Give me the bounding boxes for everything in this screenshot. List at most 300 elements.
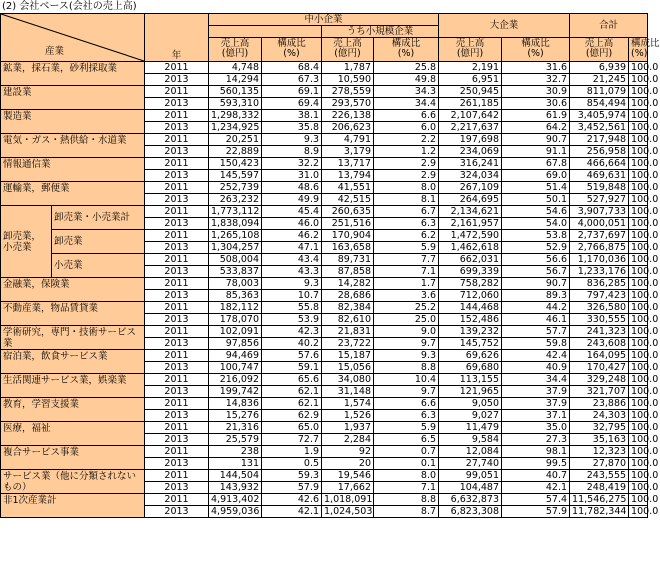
ratio-value-cell: 56.7 bbox=[502, 266, 570, 278]
ratio-value-cell: 56.6 bbox=[502, 254, 570, 266]
sales-value-cell: 2,284 bbox=[322, 434, 374, 446]
industry-label: 情報通信業 bbox=[1, 158, 145, 182]
ratio-value-cell: 100.0 bbox=[629, 266, 648, 278]
table-row bbox=[1, 494, 648, 506]
ratio-value-cell: 2.9 bbox=[374, 158, 439, 170]
sales-value-cell: 316,241 bbox=[439, 158, 502, 170]
ratio-value-cell: 100.0 bbox=[629, 494, 648, 506]
ratio-value-cell: 5.9 bbox=[374, 242, 439, 254]
sales-value-cell: 199,742 bbox=[209, 386, 262, 398]
table-row bbox=[1, 398, 648, 410]
ratio-value-cell: 32.2 bbox=[262, 158, 322, 170]
ratio-value-cell: 100.0 bbox=[629, 254, 648, 266]
ratio-value-cell: 37.1 bbox=[502, 410, 570, 422]
sales-value-cell: 508,004 bbox=[209, 254, 262, 266]
sales-value-cell: 22,889 bbox=[209, 146, 262, 158]
sales-value-cell: 2,737,697 bbox=[570, 230, 629, 242]
ratio-value-cell: 40.7 bbox=[502, 470, 570, 482]
industry-header-label: 産業 bbox=[45, 46, 65, 57]
ratio-value-cell: 57.6 bbox=[262, 350, 322, 362]
ratio-value-cell: 8.8 bbox=[374, 494, 439, 506]
year-cell: 2013 bbox=[145, 266, 209, 278]
sales-value-cell: 3,907,733 bbox=[570, 206, 629, 218]
sales-header-top: 売上高 bbox=[220, 38, 250, 49]
sales-value-cell: 321,707 bbox=[570, 386, 629, 398]
ratio-value-cell: 9.3 bbox=[374, 350, 439, 362]
ratio-value-cell: 43.3 bbox=[262, 266, 322, 278]
sales-value-cell: 27,870 bbox=[570, 458, 629, 470]
table-row bbox=[1, 110, 648, 122]
ratio-value-cell: 72.7 bbox=[262, 434, 322, 446]
ratio-value-cell: 100.0 bbox=[629, 218, 648, 230]
ratio-value-cell: 8.0 bbox=[374, 182, 439, 194]
sales-value-cell: 533,837 bbox=[209, 266, 262, 278]
sales-value-cell: 69,626 bbox=[439, 350, 502, 362]
ratio-value-cell: 100.0 bbox=[629, 206, 648, 218]
year-cell: 2013 bbox=[145, 434, 209, 446]
ratio-value-cell: 100.0 bbox=[629, 314, 648, 326]
ratio-value-cell: 100.0 bbox=[629, 350, 648, 362]
year-cell: 2013 bbox=[145, 74, 209, 86]
ratio-value-cell: 100.0 bbox=[629, 98, 648, 110]
table-row bbox=[1, 278, 648, 290]
sales-value-cell: 330,555 bbox=[570, 314, 629, 326]
ratio-value-cell: 89.3 bbox=[502, 290, 570, 302]
sales-value-cell: 324,034 bbox=[439, 170, 502, 182]
ratio-value-cell: 2.2 bbox=[374, 134, 439, 146]
table-caption: (2) 会社ベース(会社の売上高) bbox=[2, 1, 137, 12]
ratio-value-cell: 100.0 bbox=[629, 278, 648, 290]
sales-value-cell: 89,731 bbox=[322, 254, 374, 266]
sales-value-cell: 143,932 bbox=[209, 482, 262, 494]
sales-value-cell: 243,555 bbox=[570, 470, 629, 482]
ratio-value-cell: 5.9 bbox=[374, 422, 439, 434]
ratio-value-cell: 30.6 bbox=[502, 98, 570, 110]
ratio-value-cell: 31.6 bbox=[502, 62, 570, 74]
sales-header-unit: (億円) bbox=[334, 48, 361, 59]
table-row bbox=[1, 254, 648, 266]
ratio-value-cell: 100.0 bbox=[629, 374, 648, 386]
year-cell: 2013 bbox=[145, 290, 209, 302]
group-header-small: うち小規模企業 bbox=[322, 26, 439, 38]
ratio-value-cell: 45.4 bbox=[262, 206, 322, 218]
sales-value-cell: 87,858 bbox=[322, 266, 374, 278]
year-cell: 2011 bbox=[145, 302, 209, 314]
ratio-value-cell: 50.1 bbox=[502, 194, 570, 206]
ratio-value-cell: 38.1 bbox=[262, 110, 322, 122]
ratio-value-cell: 69.4 bbox=[262, 98, 322, 110]
sales-value-cell: 836,285 bbox=[570, 278, 629, 290]
sales-value-cell: 1,298,332 bbox=[209, 110, 262, 122]
ratio-value-cell: 91.1 bbox=[502, 146, 570, 158]
ratio-value-cell: 61.9 bbox=[502, 110, 570, 122]
year-cell: 2011 bbox=[145, 422, 209, 434]
ratio-value-cell: 54.0 bbox=[502, 218, 570, 230]
ratio-header-top: 構成比 bbox=[391, 38, 421, 49]
ratio-value-cell: 27.3 bbox=[502, 434, 570, 446]
sales-value-cell: 466,664 bbox=[570, 158, 629, 170]
ratio-value-cell: 46.0 bbox=[262, 218, 322, 230]
sales-header bbox=[209, 38, 262, 62]
year-cell: 2011 bbox=[145, 326, 209, 338]
table-row bbox=[1, 326, 648, 338]
sales-value-cell: 104,487 bbox=[439, 482, 502, 494]
sub-industry-label: 卸売業 bbox=[52, 230, 145, 254]
table-row bbox=[1, 182, 648, 194]
ratio-value-cell: 59.3 bbox=[262, 470, 322, 482]
sales-value-cell: 20,251 bbox=[209, 134, 262, 146]
ratio-value-cell: 55.8 bbox=[262, 302, 322, 314]
sales-value-cell: 1,233,176 bbox=[570, 266, 629, 278]
sales-value-cell: 758,282 bbox=[439, 278, 502, 290]
ratio-value-cell: 1.7 bbox=[374, 278, 439, 290]
year-cell: 2011 bbox=[145, 254, 209, 266]
year-cell: 2011 bbox=[145, 158, 209, 170]
sales-value-cell: 1,304,257 bbox=[209, 242, 262, 254]
ratio-value-cell: 62.9 bbox=[262, 410, 322, 422]
ratio-header bbox=[629, 38, 660, 62]
ratio-value-cell: 69.0 bbox=[502, 170, 570, 182]
ratio-value-cell: 65.6 bbox=[262, 374, 322, 386]
ratio-value-cell: 98.1 bbox=[502, 446, 570, 458]
ratio-value-cell: 100.0 bbox=[629, 110, 648, 122]
ratio-value-cell: 100.0 bbox=[629, 506, 648, 518]
ratio-value-cell: 8.7 bbox=[374, 506, 439, 518]
sales-value-cell: 14,294 bbox=[209, 74, 262, 86]
ratio-value-cell: 100.0 bbox=[629, 482, 648, 494]
ratio-value-cell: 67.3 bbox=[262, 74, 322, 86]
sales-value-cell: 256,958 bbox=[570, 146, 629, 158]
sales-value-cell: 164,095 bbox=[570, 350, 629, 362]
sales-value-cell: 13,794 bbox=[322, 170, 374, 182]
ratio-value-cell: 47.1 bbox=[262, 242, 322, 254]
industry-label: 不動産業，物品賃貸業 bbox=[1, 302, 145, 326]
year-cell: 2013 bbox=[145, 122, 209, 134]
sales-value-cell: 170,427 bbox=[570, 362, 629, 374]
sales-value-cell: 854,494 bbox=[570, 98, 629, 110]
industry-label: 複合サービス事業 bbox=[1, 446, 145, 470]
sales-value-cell: 206,623 bbox=[322, 122, 374, 134]
ratio-value-cell: 8.1 bbox=[374, 194, 439, 206]
ratio-value-cell: 6.2 bbox=[374, 230, 439, 242]
group-header-sme: 中小企業 bbox=[209, 14, 439, 26]
ratio-value-cell: 40.9 bbox=[502, 362, 570, 374]
sales-value-cell: 2,191 bbox=[439, 62, 502, 74]
ratio-value-cell: 9.7 bbox=[374, 386, 439, 398]
ratio-value-cell: 42.1 bbox=[502, 482, 570, 494]
ratio-value-cell: 25.2 bbox=[374, 302, 439, 314]
ratio-value-cell: 64.2 bbox=[502, 122, 570, 134]
year-cell: 2013 bbox=[145, 146, 209, 158]
ratio-value-cell: 9.3 bbox=[262, 278, 322, 290]
industry-label: 鉱業，採石業，砂利採取業 bbox=[1, 62, 145, 86]
ratio-value-cell: 0.5 bbox=[262, 458, 322, 470]
sales-value-cell: 28,686 bbox=[322, 290, 374, 302]
sales-value-cell: 4,748 bbox=[209, 62, 262, 74]
sales-header-top: 売上高 bbox=[333, 38, 362, 49]
sales-value-cell: 4,791 bbox=[322, 134, 374, 146]
ratio-value-cell: 43.4 bbox=[262, 254, 322, 266]
ratio-value-cell: 34.3 bbox=[374, 86, 439, 98]
sales-value-cell: 4,000,051 bbox=[570, 218, 629, 230]
sub-industry-label: 卸売業・小売業計 bbox=[52, 206, 145, 230]
ratio-value-cell: 6.3 bbox=[374, 218, 439, 230]
ratio-value-cell: 100.0 bbox=[629, 146, 648, 158]
year-cell: 2013 bbox=[145, 458, 209, 470]
year-cell: 2011 bbox=[145, 374, 209, 386]
ratio-value-cell: 6.0 bbox=[374, 122, 439, 134]
year-cell: 2013 bbox=[145, 314, 209, 326]
sales-value-cell: 699,339 bbox=[439, 266, 502, 278]
industry-label: 教育，学習支援業 bbox=[1, 398, 145, 422]
year-cell: 2013 bbox=[145, 170, 209, 182]
industry-label: 製造業 bbox=[1, 110, 145, 134]
ratio-value-cell: 48.6 bbox=[262, 182, 322, 194]
sales-value-cell: 15,276 bbox=[209, 410, 262, 422]
ratio-value-cell: 42.4 bbox=[502, 350, 570, 362]
sales-header-top: 売上高 bbox=[455, 38, 485, 49]
ratio-value-cell: 57.7 bbox=[502, 326, 570, 338]
sales-value-cell: 145,752 bbox=[439, 338, 502, 350]
ratio-value-cell: 42.1 bbox=[262, 506, 322, 518]
ratio-value-cell: 100.0 bbox=[629, 242, 648, 254]
sales-value-cell: 811,079 bbox=[570, 86, 629, 98]
header-diagonal-line bbox=[1, 14, 144, 61]
sales-value-cell: 519,848 bbox=[570, 182, 629, 194]
sales-value-cell: 100,747 bbox=[209, 362, 262, 374]
sales-value-cell: 234,069 bbox=[439, 146, 502, 158]
sales-value-cell: 217,948 bbox=[570, 134, 629, 146]
sales-value-cell: 27,740 bbox=[439, 458, 502, 470]
sales-value-cell: 21,245 bbox=[570, 74, 629, 86]
sales-value-cell: 263,232 bbox=[209, 194, 262, 206]
ratio-value-cell: 25.0 bbox=[374, 314, 439, 326]
year-cell: 2013 bbox=[145, 338, 209, 350]
sales-value-cell: 2,217,637 bbox=[439, 122, 502, 134]
ratio-value-cell: 100.0 bbox=[629, 410, 648, 422]
year-cell: 2011 bbox=[145, 62, 209, 74]
ratio-value-cell: 69.1 bbox=[262, 86, 322, 98]
table-row bbox=[1, 62, 648, 74]
sales-value-cell: 14,836 bbox=[209, 398, 262, 410]
industry-label: 電気・ガス・熱供給・水道業 bbox=[1, 134, 145, 158]
ratio-value-cell: 31.0 bbox=[262, 170, 322, 182]
sales-value-cell: 9,584 bbox=[439, 434, 502, 446]
industry-label: 運輸業，郵便業 bbox=[1, 182, 145, 206]
sales-value-cell: 9,050 bbox=[439, 398, 502, 410]
ratio-value-cell: 7.7 bbox=[374, 254, 439, 266]
sales-value-cell: 121,965 bbox=[439, 386, 502, 398]
sales-value-cell: 329,248 bbox=[570, 374, 629, 386]
sales-value-cell: 2,134,621 bbox=[439, 206, 502, 218]
sales-value-cell: 113,155 bbox=[439, 374, 502, 386]
sales-value-cell: 260,635 bbox=[322, 206, 374, 218]
table-row bbox=[1, 470, 648, 482]
sales-value-cell: 102,091 bbox=[209, 326, 262, 338]
sales-value-cell: 21,831 bbox=[322, 326, 374, 338]
ratio-header-top: 構成比 bbox=[277, 38, 306, 49]
year-cell: 2011 bbox=[145, 182, 209, 194]
ratio-value-cell: 100.0 bbox=[629, 230, 648, 242]
ratio-value-cell: 100.0 bbox=[629, 326, 648, 338]
sales-value-cell: 21,316 bbox=[209, 422, 262, 434]
year-cell: 2013 bbox=[145, 194, 209, 206]
ratio-header-top: 構成比 bbox=[521, 38, 550, 49]
sub-industry-label: 小売業 bbox=[52, 254, 145, 278]
sales-value-cell: 12,084 bbox=[439, 446, 502, 458]
sales-value-cell: 1,265,108 bbox=[209, 230, 262, 242]
year-cell: 2011 bbox=[145, 446, 209, 458]
sales-value-cell: 82,384 bbox=[322, 302, 374, 314]
sales-value-cell: 241,323 bbox=[570, 326, 629, 338]
ratio-value-cell: 0.7 bbox=[374, 446, 439, 458]
ratio-value-cell: 1.2 bbox=[374, 146, 439, 158]
sales-value-cell: 248,419 bbox=[570, 482, 629, 494]
sales-value-cell: 34,080 bbox=[322, 374, 374, 386]
sales-value-cell: 326,580 bbox=[570, 302, 629, 314]
industry-label: 卸売業，小売業 bbox=[1, 206, 52, 278]
ratio-value-cell: 6.6 bbox=[374, 398, 439, 410]
sales-value-cell: 2,766,875 bbox=[570, 242, 629, 254]
sales-value-cell: 712,060 bbox=[439, 290, 502, 302]
sales-value-cell: 35,163 bbox=[570, 434, 629, 446]
sales-value-cell: 9,027 bbox=[439, 410, 502, 422]
ratio-value-cell: 100.0 bbox=[629, 134, 648, 146]
sales-value-cell: 1,234,925 bbox=[209, 122, 262, 134]
ratio-value-cell: 99.5 bbox=[502, 458, 570, 470]
year-cell: 2013 bbox=[145, 506, 209, 518]
sales-value-cell: 139,232 bbox=[439, 326, 502, 338]
ratio-value-cell: 34.4 bbox=[502, 374, 570, 386]
sales-value-cell: 32,795 bbox=[570, 422, 629, 434]
table-row bbox=[1, 302, 648, 314]
ratio-value-cell: 62.1 bbox=[262, 386, 322, 398]
sales-value-cell: 1,574 bbox=[322, 398, 374, 410]
sales-value-cell: 1,773,112 bbox=[209, 206, 262, 218]
sales-header-unit: (億円) bbox=[585, 48, 613, 59]
ratio-value-cell: 10.4 bbox=[374, 374, 439, 386]
sales-value-cell: 41,551 bbox=[322, 182, 374, 194]
sales-header bbox=[570, 38, 629, 62]
ratio-value-cell: 90.7 bbox=[502, 134, 570, 146]
ratio-value-cell: 25.8 bbox=[374, 62, 439, 74]
sales-value-cell: 85,363 bbox=[209, 290, 262, 302]
sales-value-cell: 78,003 bbox=[209, 278, 262, 290]
sales-value-cell: 94,469 bbox=[209, 350, 262, 362]
ratio-value-cell: 100.0 bbox=[629, 62, 648, 74]
industry-label: 建設業 bbox=[1, 86, 145, 110]
sales-value-cell: 4,959,036 bbox=[209, 506, 262, 518]
industry-label: 非1次産業計 bbox=[1, 494, 145, 518]
ratio-value-cell: 32.7 bbox=[502, 74, 570, 86]
ratio-value-cell: 46.2 bbox=[262, 230, 322, 242]
ratio-header bbox=[502, 38, 570, 62]
ratio-header-top: 構成比 bbox=[631, 38, 660, 49]
ratio-value-cell: 37.9 bbox=[502, 398, 570, 410]
sales-value-cell: 1,838,094 bbox=[209, 218, 262, 230]
ratio-value-cell: 42.6 bbox=[262, 494, 322, 506]
ratio-value-cell: 100.0 bbox=[629, 338, 648, 350]
ratio-value-cell: 100.0 bbox=[629, 122, 648, 134]
sales-value-cell: 1,170,036 bbox=[570, 254, 629, 266]
ratio-value-cell: 7.1 bbox=[374, 482, 439, 494]
sales-value-cell: 3,179 bbox=[322, 146, 374, 158]
sales-header-unit: (億円) bbox=[221, 48, 249, 59]
ratio-value-cell: 62.1 bbox=[262, 398, 322, 410]
ratio-value-cell: 59.8 bbox=[502, 338, 570, 350]
sales-value-cell: 15,187 bbox=[322, 350, 374, 362]
year-cell: 2013 bbox=[145, 218, 209, 230]
industry-label: サービス業（他に分類されないもの） bbox=[1, 470, 145, 494]
ratio-header-unit: (%) bbox=[527, 48, 544, 59]
sales-value-cell: 264,695 bbox=[439, 194, 502, 206]
ratio-value-cell: 100.0 bbox=[629, 458, 648, 470]
sales-value-cell: 20 bbox=[322, 458, 374, 470]
table-row bbox=[1, 206, 648, 218]
sales-value-cell: 99,051 bbox=[439, 470, 502, 482]
sales-value-cell: 23,722 bbox=[322, 338, 374, 350]
year-cell: 2013 bbox=[145, 386, 209, 398]
ratio-header-unit: (%) bbox=[631, 48, 648, 59]
sales-value-cell: 178,070 bbox=[209, 314, 262, 326]
sales-value-cell: 1,018,091 bbox=[322, 494, 374, 506]
sales-value-cell: 797,423 bbox=[570, 290, 629, 302]
sales-value-cell: 662,031 bbox=[439, 254, 502, 266]
sales-value-cell: 216,092 bbox=[209, 374, 262, 386]
ratio-value-cell: 44.2 bbox=[502, 302, 570, 314]
ratio-value-cell: 100.0 bbox=[629, 194, 648, 206]
ratio-value-cell: 42.3 bbox=[262, 326, 322, 338]
ratio-value-cell: 0.1 bbox=[374, 458, 439, 470]
sales-value-cell: 469,631 bbox=[570, 170, 629, 182]
sales-value-cell: 6,939 bbox=[570, 62, 629, 74]
ratio-value-cell: 68.4 bbox=[262, 62, 322, 74]
sales-value-cell: 3,405,974 bbox=[570, 110, 629, 122]
ratio-value-cell: 8.0 bbox=[374, 470, 439, 482]
ratio-value-cell: 100.0 bbox=[629, 386, 648, 398]
sales-header bbox=[322, 38, 374, 62]
sales-value-cell: 13,717 bbox=[322, 158, 374, 170]
year-cell: 2011 bbox=[145, 206, 209, 218]
sales-value-cell: 593,310 bbox=[209, 98, 262, 110]
sales-value-cell: 92 bbox=[322, 446, 374, 458]
industry-header bbox=[1, 14, 145, 62]
sales-value-cell: 144,468 bbox=[439, 302, 502, 314]
table-body bbox=[1, 61, 659, 518]
ratio-value-cell: 9.7 bbox=[374, 338, 439, 350]
industry-label: 宿泊業，飲食サービス業 bbox=[1, 350, 145, 374]
ratio-value-cell: 49.9 bbox=[262, 194, 322, 206]
ratio-value-cell: 9.3 bbox=[262, 134, 322, 146]
sales-value-cell: 1,472,590 bbox=[439, 230, 502, 242]
sales-value-cell: 23,886 bbox=[570, 398, 629, 410]
ratio-value-cell: 1.9 bbox=[262, 446, 322, 458]
year-header: 年 bbox=[145, 14, 209, 62]
ratio-value-cell: 8.8 bbox=[374, 362, 439, 374]
sales-value-cell: 293,570 bbox=[322, 98, 374, 110]
sales-value-cell: 31,148 bbox=[322, 386, 374, 398]
sales-value-cell: 6,823,308 bbox=[439, 506, 502, 518]
sales-value-cell: 1,526 bbox=[322, 410, 374, 422]
sales-value-cell: 6,632,873 bbox=[439, 494, 502, 506]
ratio-value-cell: 30.9 bbox=[502, 86, 570, 98]
sales-value-cell: 2,107,642 bbox=[439, 110, 502, 122]
sales-value-cell: 182,112 bbox=[209, 302, 262, 314]
ratio-value-cell: 67.8 bbox=[502, 158, 570, 170]
ratio-value-cell: 49.8 bbox=[374, 74, 439, 86]
year-cell: 2013 bbox=[145, 242, 209, 254]
sales-value-cell: 1,024,503 bbox=[322, 506, 374, 518]
